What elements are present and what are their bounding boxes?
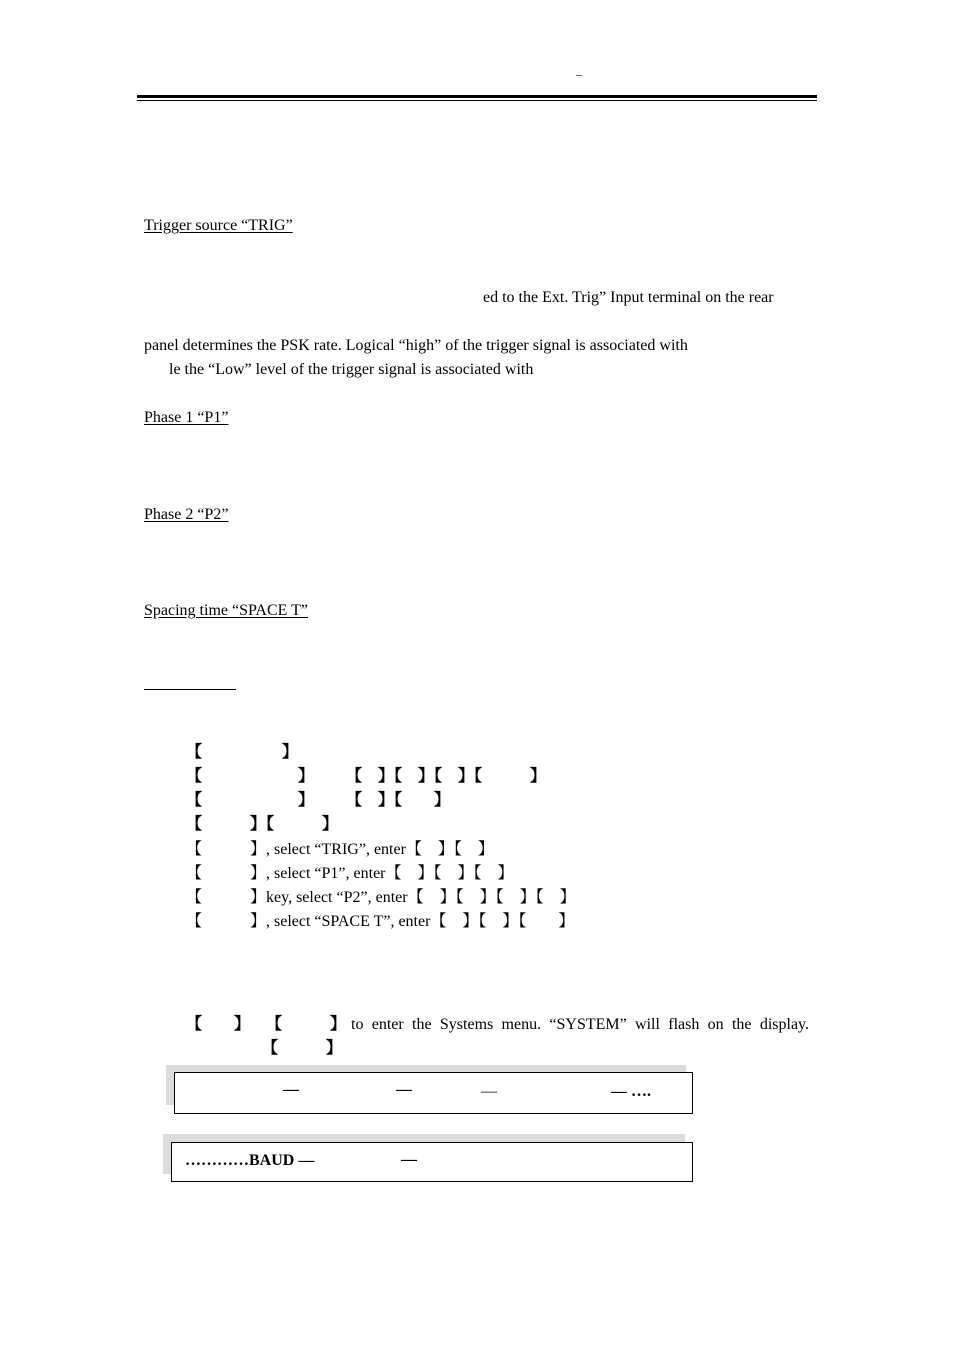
trigger-source-line2: panel determines the PSK rate. Logical “high” of the trigger signal is associated with — [144, 337, 688, 354]
header-mark: – — [576, 67, 582, 81]
display2-seg1: …………BAUD — — [185, 1152, 315, 1169]
header-rule-bottom — [137, 100, 817, 101]
step-5: 【 】, select “TRIG”, enter【 】【 】 — [186, 841, 494, 858]
phase2-heading: Phase 2 “P2” — [144, 506, 229, 523]
display1-seg1: — — [283, 1081, 299, 1098]
display1-seg2: — — [396, 1081, 412, 1098]
trigger-source-line3: le the “Low” level of the trigger signal is associated with — [169, 361, 534, 378]
trigger-source-line1: ed to the Ext. Trig” Input terminal on the rear — [483, 289, 774, 306]
step-1: 【 】 — [186, 744, 299, 761]
system-line-text: to enter the Systems menu. “SYSTEM” will flash on the display. — [351, 1016, 809, 1033]
system-line2-key: 【 】 — [262, 1040, 343, 1057]
step-7: 【 】key, select “P2”, enter【 】【 】【 】【 】 — [186, 889, 576, 906]
step-3: 【 】 【 】【 】 — [186, 792, 451, 809]
spacing-time-heading: Spacing time “SPACE T” — [144, 602, 308, 619]
step-2: 【 】 【 】【 】【 】【 】 — [186, 768, 547, 785]
display1-seg3: — — [481, 1083, 497, 1100]
step-8: 【 】, select “SPACE T”, enter【 】【 】【 】 — [186, 913, 575, 930]
example-heading-underline — [144, 689, 236, 690]
trigger-source-heading: Trigger source “TRIG” — [144, 217, 293, 234]
display1-seg4: — …. — [611, 1083, 651, 1100]
step-4: 【 】【 】 — [186, 816, 339, 833]
phase1-heading: Phase 1 “P1” — [144, 409, 229, 426]
display1-box — [174, 1072, 693, 1114]
system-line-keys: 【 】 【 】 — [186, 1016, 347, 1033]
display2-box — [171, 1142, 693, 1182]
display2-seg2: — — [401, 1151, 417, 1168]
header-rule-top — [137, 95, 817, 98]
step-6: 【 】, select “P1”, enter【 】【 】【 】 — [186, 865, 514, 882]
